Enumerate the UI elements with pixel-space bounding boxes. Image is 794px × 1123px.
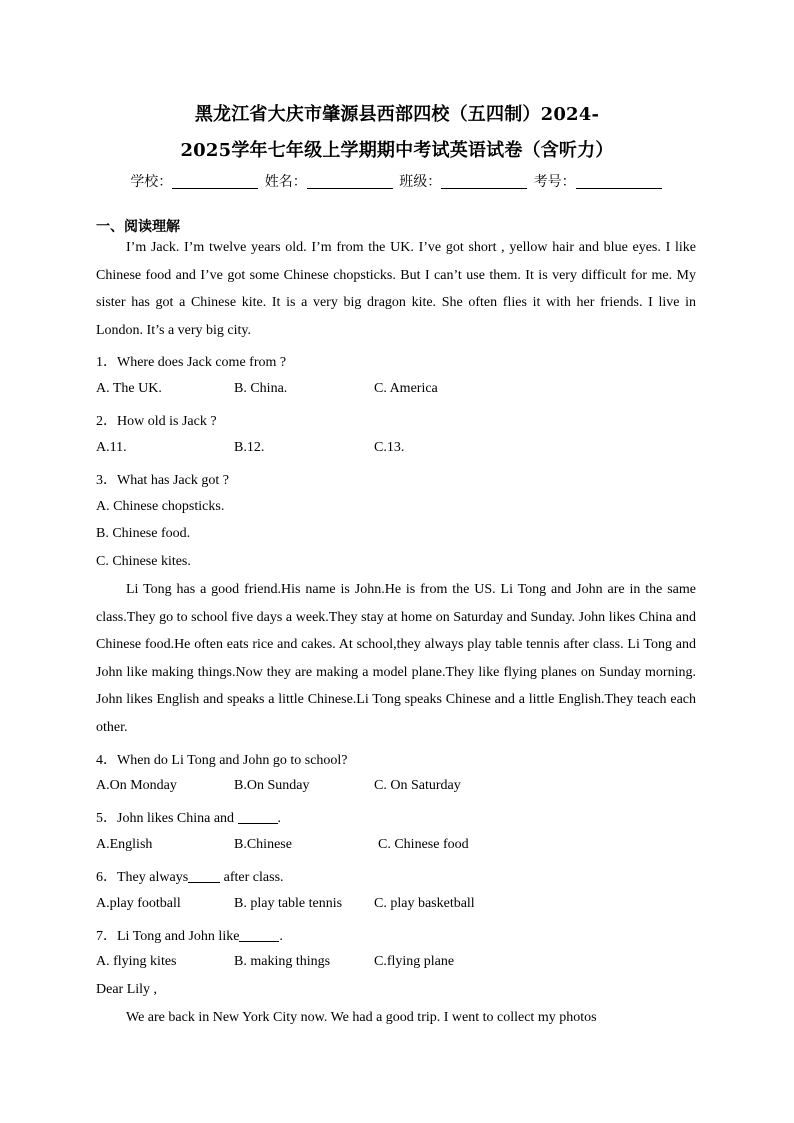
- question-5-stem-end: .: [277, 811, 282, 826]
- school-blank[interactable]: [172, 174, 258, 189]
- name-label: 姓名：: [264, 174, 307, 190]
- name-blank[interactable]: [307, 174, 393, 189]
- question-5-option-c[interactable]: C. Chinese food: [378, 837, 469, 852]
- question-5-stem: [96, 807, 281, 827]
- question-1-option-a[interactable]: A. The UK.: [96, 381, 162, 396]
- question-2-stem: 2．How old is Jack ?: [96, 414, 217, 429]
- school-label: 学校：: [130, 174, 173, 190]
- question-2-option-c[interactable]: C.13.: [374, 440, 405, 455]
- question-5-option-b[interactable]: B.Chinese: [234, 837, 292, 852]
- question-6-blank[interactable]: [188, 869, 220, 883]
- question-4-option-c[interactable]: C. On Saturday: [374, 778, 461, 793]
- passage-1-text: I’m Jack. I’m twelve years old. I’m from the UK. I’ve got short , yellow hair and blue eyes. I like Chinese food and I’ve got some Chinese chopsticks. But I can’t use them. It is very difficult for me. My sister has got a Chinese kite. It is a very big dragon kite. She often flies it with her friends. I live in London. It’s a very big city.: [96, 240, 696, 338]
- reading-passage-3: [96, 1004, 696, 1032]
- passage-2-text: Li Tong has a good friend.His name is John.He is from the US. Li Tong and John are in the same class.They go to school five days a week.They stay at home on Saturday and Sunday. John likes China and Chinese food.He often eats rice and cakes. At school,they always play table tennis after class. Li Tong and John like making things.Now they are making a model plane.They like flying planes on Sunday morning. John likes English and speaks a little Chinese.Li Tong speaks Chinese and a little English.They teach each other.: [96, 582, 696, 735]
- reading-passage-1: [96, 234, 696, 344]
- question-5-option-a[interactable]: A.English: [96, 837, 153, 852]
- question-6-option-a[interactable]: A.play football: [96, 896, 181, 911]
- reading-passage-2: [96, 576, 696, 741]
- exam-title-line-2: 2025学年七年级上学期期中考试英语试卷（含听力）: [180, 140, 614, 161]
- question-7-stem-text: 7．Li Tong and John like: [96, 929, 240, 944]
- class-label: 班级：: [399, 174, 442, 190]
- question-2-option-b[interactable]: B.12.: [234, 440, 265, 455]
- question-3-option-c[interactable]: C. Chinese kites.: [96, 554, 191, 569]
- question-5-blank[interactable]: [238, 810, 278, 824]
- question-7-stem-end: .: [279, 929, 283, 944]
- question-4-option-a[interactable]: A.On Monday: [96, 778, 177, 793]
- question-4-stem: 4．When do Li Tong and John go to school?: [96, 753, 348, 768]
- question-5-stem-text: 5．John likes China and: [96, 811, 235, 826]
- student-info-row: [0, 171, 794, 191]
- passage-3-text: We are back in New York City now. We had a good trip. I went to collect my photos: [126, 1010, 597, 1025]
- question-2-option-a[interactable]: A.11.: [96, 440, 127, 455]
- class-blank[interactable]: [441, 174, 527, 189]
- question-6-stem: [96, 866, 284, 886]
- question-1-stem: 1．Where does Jack come from ?: [96, 355, 287, 370]
- question-7-stem: [96, 925, 283, 945]
- exam-title-line-1: 黑龙江省大庆市肇源县西部四校（五四制）2024-: [194, 104, 600, 125]
- question-3-option-a[interactable]: A. Chinese chopsticks.: [96, 499, 225, 514]
- question-7-option-c[interactable]: C.flying plane: [374, 954, 455, 969]
- question-7-option-b[interactable]: B. making things: [234, 954, 331, 969]
- question-7-blank[interactable]: [239, 928, 279, 942]
- question-1-option-b[interactable]: B. China.: [234, 381, 288, 396]
- section-heading-reading: 一、阅读理解: [96, 219, 180, 235]
- question-3-option-b[interactable]: B. Chinese food.: [96, 526, 191, 541]
- number-blank[interactable]: [576, 174, 662, 189]
- letter-greeting: Dear Lily ,: [96, 982, 158, 997]
- question-7-option-a[interactable]: A. flying kites: [96, 954, 177, 969]
- question-6-stem-end: after class.: [220, 870, 284, 885]
- question-4-option-b[interactable]: B.On Sunday: [234, 778, 310, 793]
- question-6-option-b[interactable]: B. play table tennis: [234, 896, 343, 911]
- question-6-stem-text: 6．They always: [96, 870, 189, 885]
- question-3-stem: 3．What has Jack got ?: [96, 473, 229, 488]
- question-6-option-c[interactable]: C. play basketball: [374, 896, 475, 911]
- question-1-option-c[interactable]: C. America: [374, 381, 438, 396]
- number-label: 考号：: [533, 174, 576, 190]
